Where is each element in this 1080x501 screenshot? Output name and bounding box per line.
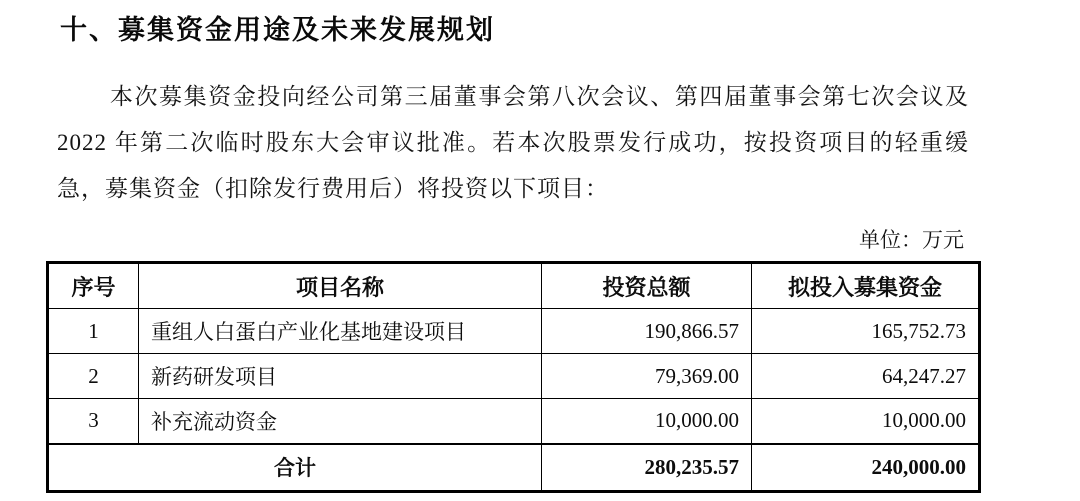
row-project-name: 重组人白蛋白产业化基地建设项目 (139, 309, 542, 354)
row-project-name: 补充流动资金 (139, 399, 542, 444)
total-investment-sum: 280,235.57 (542, 444, 752, 492)
table-total-row (48, 444, 980, 492)
section-title: 十、募集资金用途及未来发展规划 (60, 15, 495, 46)
header-total-investment: 投资总额 (542, 263, 752, 309)
header-serial-number: 序号 (48, 263, 139, 309)
row-proposed-raised-funds: 10,000.00 (752, 399, 980, 444)
row-proposed-raised-funds: 64,247.27 (752, 354, 980, 399)
unit-note: 单位：万元 (859, 228, 964, 252)
header-proposed-raised-funds: 拟投入募集资金 (752, 263, 980, 309)
total-label: 合计 (48, 444, 542, 492)
table-row (48, 309, 980, 354)
header-project-name: 项目名称 (139, 263, 542, 309)
row-serial-number: 2 (48, 354, 139, 399)
fund-usage-table (46, 261, 981, 493)
row-total-investment: 10,000.00 (542, 399, 752, 444)
row-serial-number: 1 (48, 309, 139, 354)
row-total-investment: 190,866.57 (542, 309, 752, 354)
table-header-row (48, 263, 980, 309)
row-proposed-raised-funds: 165,752.73 (752, 309, 980, 354)
row-serial-number: 3 (48, 399, 139, 444)
total-raised-funds-sum: 240,000.00 (752, 444, 980, 492)
intro-paragraph: 本次募集资金投向经公司第三届董事会第八次会议、第四届董事会第七次会议及 2022 年第二次临时股东大会审议批准。若本次股票发行成功，按投资项目的轻重缓急，募集资金（扣除发行费用后）将投资以下项目： (57, 84, 969, 201)
row-total-investment: 79,369.00 (542, 354, 752, 399)
table-row (48, 399, 980, 444)
row-project-name: 新药研发项目 (139, 354, 542, 399)
table-row (48, 354, 980, 399)
